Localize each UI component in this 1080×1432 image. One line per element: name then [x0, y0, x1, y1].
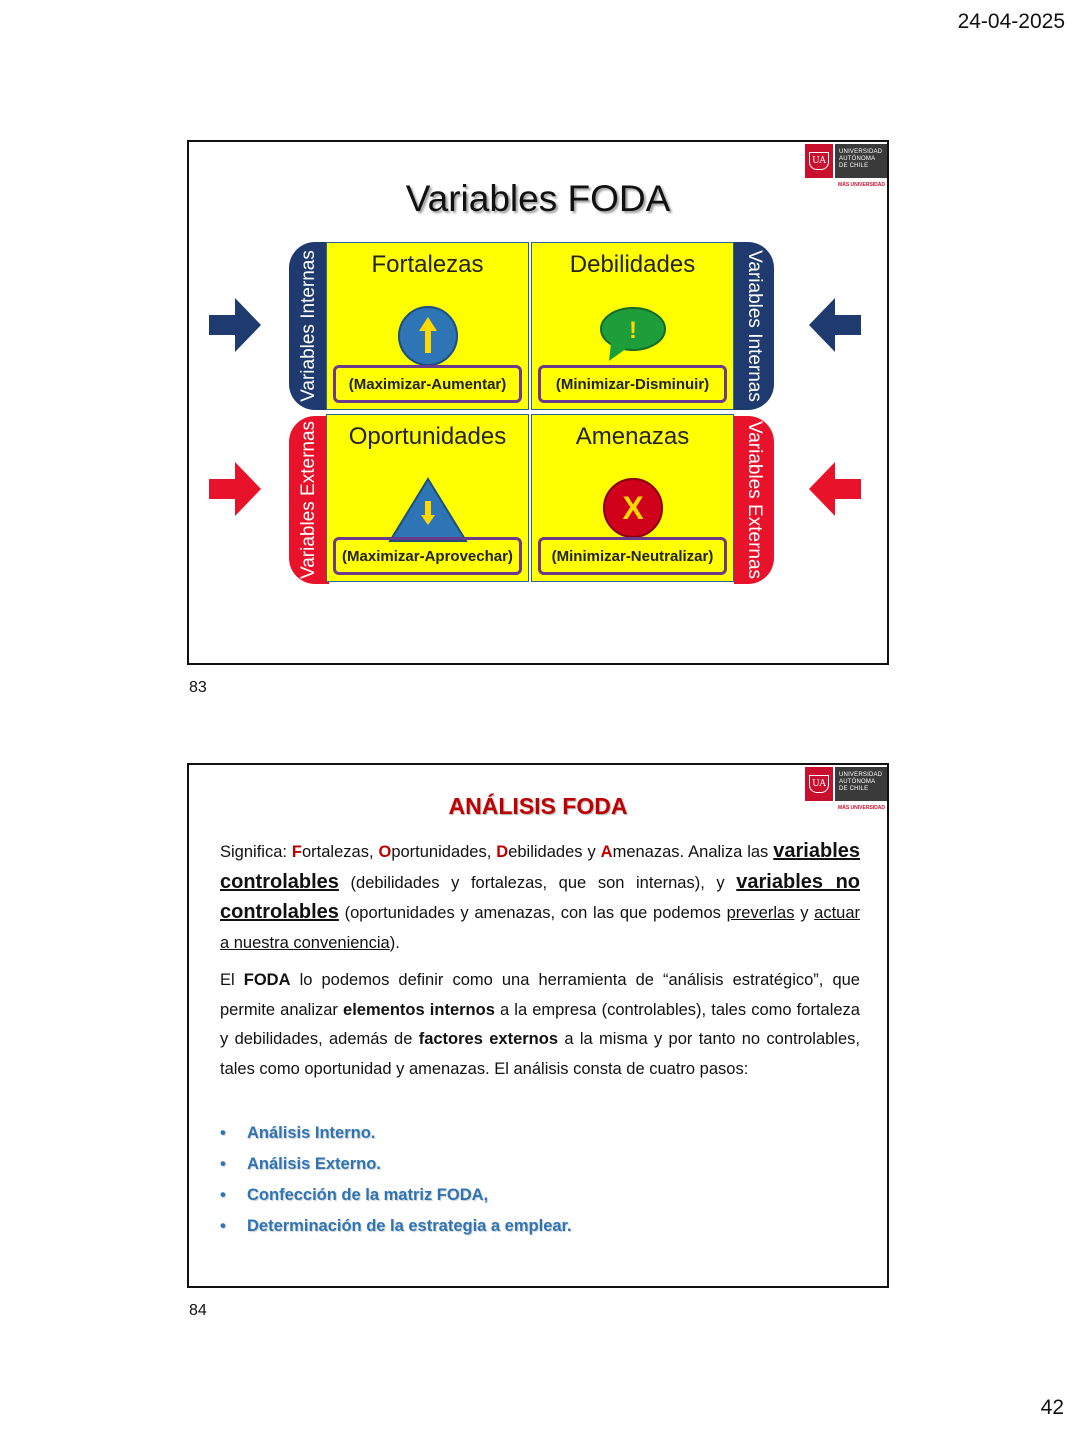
slide-title: ANÁLISIS FODA: [448, 793, 628, 819]
arrow-left-internal-icon: [809, 298, 861, 352]
shield-icon: UA: [805, 767, 833, 801]
list-item: • Determinación de la estrategia a emplear.: [220, 1211, 572, 1242]
band-external-right: Variables Externas: [734, 416, 774, 584]
slide-analisis-foda: [187, 763, 889, 1288]
slide-variables-foda: [187, 140, 889, 665]
page-number: 42: [1040, 1396, 1064, 1419]
quadrant-amenazas: Amenazas X (Minimizar-Neutralizar): [531, 414, 734, 582]
slide-number: 83: [189, 679, 207, 696]
svg-text:X: X: [621, 490, 644, 526]
arrow-left-external-icon: [809, 462, 861, 516]
band-internal-left: Variables Internas: [289, 242, 329, 410]
logo-name: UNIVERSIDAD AUTÓNOMA DE CHILE: [835, 144, 887, 178]
logo-tagline: MÁS UNIVERSIDAD: [838, 182, 885, 188]
up-arrow-circle-icon: [395, 305, 461, 367]
quadrant-oportunidades: Oportunidades (Maximizar-Aprovechar): [326, 414, 529, 582]
foda-matrix: [289, 242, 774, 584]
arrow-right-external-icon: [209, 462, 261, 516]
logo-name: UNIVERSIDAD AUTÓNOMA DE CHILE: [835, 767, 887, 801]
exclamation-speech-icon: [597, 305, 669, 363]
shield-icon: UA: [805, 144, 833, 178]
svg-text:!: !: [628, 317, 637, 344]
quadrant-debilidades: Debilidades ! (Minimizar-Disminuir): [531, 242, 734, 410]
steps-list: [220, 1118, 572, 1242]
slide-number: 84: [189, 1302, 207, 1319]
quadrant-fortalezas: Fortalezas (Maximizar-Aumentar): [326, 242, 529, 410]
arrow-right-internal-icon: [209, 298, 261, 352]
x-circle-icon: [600, 477, 666, 539]
list-item: • Análisis Interno.: [220, 1118, 572, 1149]
definition-paragraph: Significa: Fortalezas, Oportunidades, Debilidades y Amenazas. Analiza las variables controlables (debilidades y fortalezas, que son internas), y variables no controlables (oportunidades y amenazas, con las que podemos preverlas y actuar a nuestra conveniencia).: [220, 840, 861, 952]
document-date: 24-04-2025: [957, 10, 1065, 33]
logo-tagline: MÁS UNIVERSIDAD: [838, 805, 885, 811]
band-external-left: Variables Externas: [289, 416, 329, 584]
description-paragraph: El FODA lo podemos definir como una herramienta de “análisis estratégico”, que permite analizar elementos internos a la empresa (controlables), tales como fortaleza y debilidades, además de factores externos a la misma y por tanto no controlables, tales como oportunidad y amenazas. El análisis consta de cuatro pasos:: [220, 971, 860, 1078]
warning-triangle-icon: [388, 477, 468, 543]
list-item: • Confección de la matriz FODA,: [220, 1180, 572, 1211]
slide-title: Variables FODA: [405, 178, 671, 219]
list-item: • Análisis Externo.: [220, 1149, 572, 1180]
band-internal-right: Variables Internas: [734, 242, 774, 410]
